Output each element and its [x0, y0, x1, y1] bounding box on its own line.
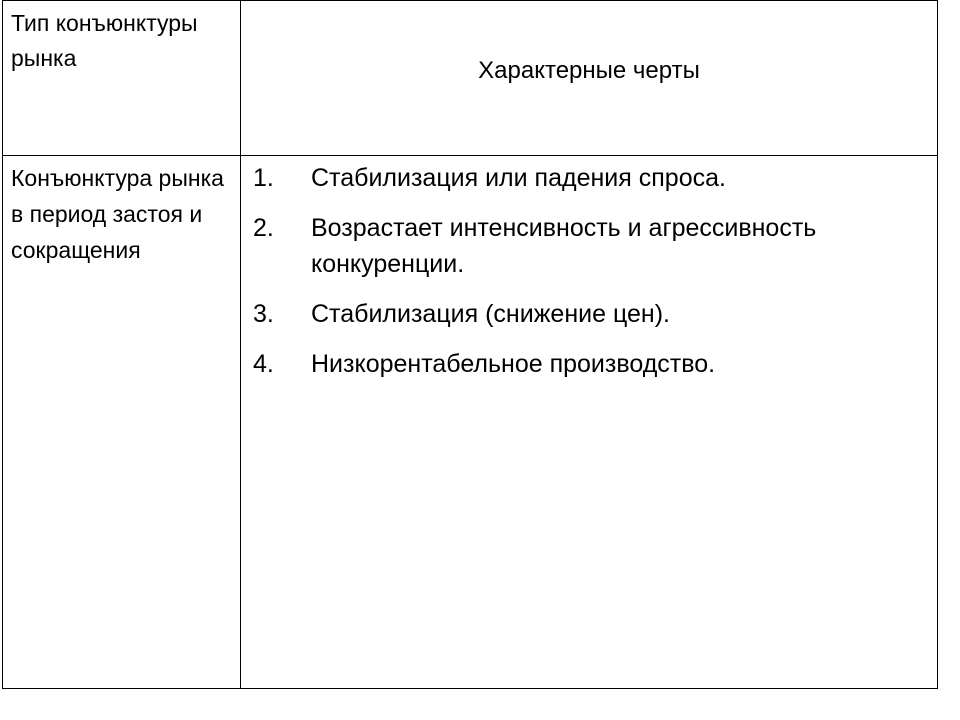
row-cell-type [3, 156, 241, 689]
list-item-text: Стабилизация или падения спроса. [311, 164, 726, 192]
list-item [241, 210, 937, 282]
features-list [241, 160, 937, 382]
list-item-number: 4. [253, 350, 274, 378]
list-item [241, 346, 937, 382]
header-features-label: Характерные черты [478, 57, 700, 84]
table-row [3, 156, 938, 689]
list-item-text: Возрастает интенсивность и агрессивность конкуренции. [311, 214, 817, 278]
list-item-number: 2. [253, 214, 274, 242]
row-cell-features [241, 156, 938, 689]
row-type-label: Конъюнктура рынка в период застоя и сокращения [11, 165, 224, 263]
list-item-number: 1. [253, 164, 274, 192]
market-conditions-table [2, 0, 938, 689]
table-header-row [3, 1, 938, 156]
list-item-text: Низкорентабельное производство. [311, 350, 716, 378]
list-item-text: Стабилизация (снижение цен). [311, 300, 670, 328]
header-cell-type [3, 1, 241, 156]
list-item [241, 160, 937, 196]
list-item-number: 3. [253, 300, 274, 328]
header-type-label: Тип конъюнктуры рынка [11, 10, 198, 71]
list-item [241, 296, 937, 332]
header-cell-features [241, 1, 938, 156]
